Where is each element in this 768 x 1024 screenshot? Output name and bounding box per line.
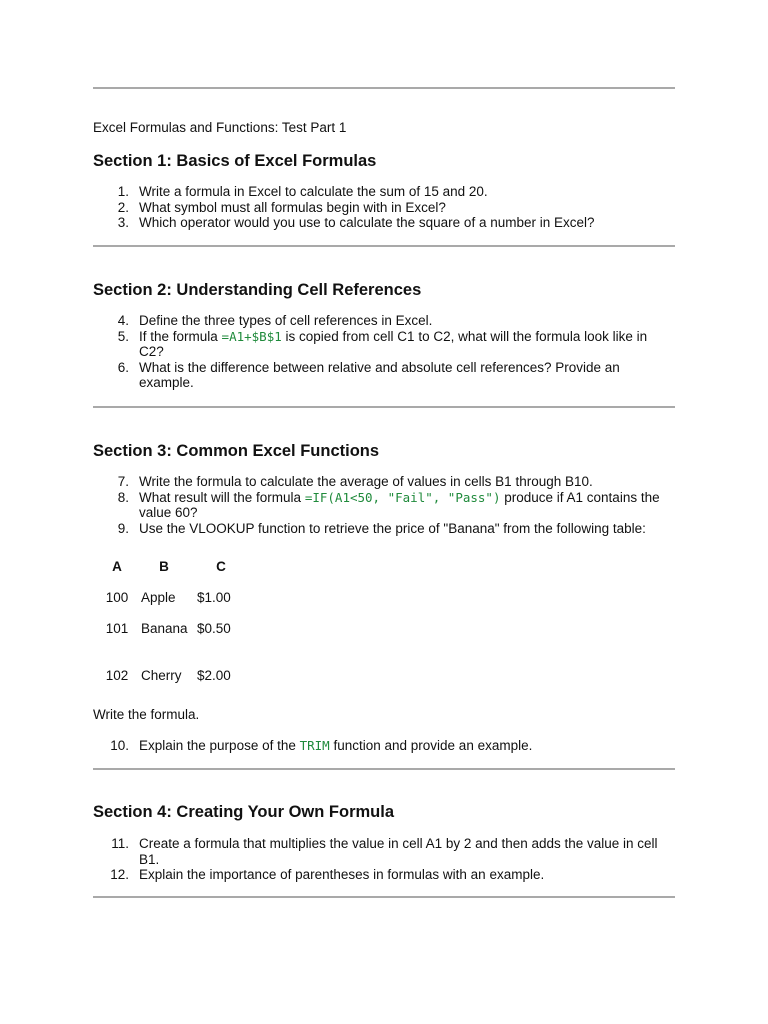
question-10: 10. Explain the purpose of the TRIM function and provide an example. xyxy=(110,738,533,753)
section-2-questions xyxy=(93,313,675,391)
section-3-questions xyxy=(93,474,675,536)
table-cell: Banana xyxy=(141,621,188,636)
table-cell: $2.00 xyxy=(197,668,231,683)
table-row xyxy=(97,613,251,660)
document-title: Excel Formulas and Functions: Test Part 1 xyxy=(93,120,347,135)
section-3-questions-continued xyxy=(93,738,675,754)
closing-instruction: Write the formula. xyxy=(93,707,200,722)
divider xyxy=(93,896,675,898)
table-cell: 101 xyxy=(105,621,129,636)
lookup-table xyxy=(97,551,251,691)
table-cell: 100 xyxy=(105,590,129,605)
question-6: 6. What is the difference between relative and absolute cell references? Provide an example. xyxy=(117,359,620,390)
table-header-row xyxy=(97,551,251,582)
divider xyxy=(93,768,675,770)
table-header-cell: B xyxy=(159,559,169,574)
table-header-cell: C xyxy=(216,559,226,574)
table-row xyxy=(97,582,251,613)
section-1-questions xyxy=(93,184,675,231)
section-4-questions xyxy=(93,836,675,883)
table-header-cell: A xyxy=(112,559,122,574)
section-2-heading: Section 2: Understanding Cell References xyxy=(93,281,422,299)
table-cell: Cherry xyxy=(141,668,182,683)
section-4-heading: Section 4: Creating Your Own Formula xyxy=(93,803,395,821)
question-4: 4. Define the three types of cell references in Excel. xyxy=(117,313,433,328)
question-1: 1. Write a formula in Excel to calculate the sum of 15 and 20. xyxy=(117,184,488,199)
formula-code: =A1+$B$1 xyxy=(221,328,282,344)
question-2: 2. What symbol must all formulas begin with in Excel? xyxy=(117,199,446,215)
table-row xyxy=(97,660,251,691)
divider xyxy=(93,406,675,408)
formula-code: =IF(A1<50, "Fail", "Pass") xyxy=(304,489,501,505)
question-11: 11. Create a formula that multiplies the value in cell A1 by 2 and then adds the value in cell B1. xyxy=(111,836,658,867)
question-12: 12. Explain the importance of parentheses in formulas with an example. xyxy=(110,867,545,882)
section-3-heading: Section 3: Common Excel Functions xyxy=(93,442,380,460)
question-7: 7. Write the formula to calculate the average of values in cells B1 through B10. xyxy=(117,474,593,489)
question-5: 5. If the formula =A1+$B$1 is copied from cell C1 to C2, what will the formula look like in C2? xyxy=(117,328,648,359)
table-cell: Apple xyxy=(141,590,176,605)
table-cell: $1.00 xyxy=(197,590,231,605)
question-3: 3. Which operator would you use to calculate the square of a number in Excel? xyxy=(117,215,595,230)
table-cell: 102 xyxy=(105,668,129,683)
section-1-heading: Section 1: Basics of Excel Formulas xyxy=(93,152,377,170)
formula-code: TRIM xyxy=(299,738,330,753)
divider xyxy=(93,87,675,89)
divider xyxy=(93,245,675,247)
question-8: 8. What result will the formula =IF(A1<50, "Fail", "Pass") produce if A1 contains the value 60? xyxy=(117,489,660,520)
table-cell: $0.50 xyxy=(197,621,231,636)
question-9: 9. Use the VLOOKUP function to retrieve the price of "Banana" from the following table: xyxy=(117,520,646,536)
